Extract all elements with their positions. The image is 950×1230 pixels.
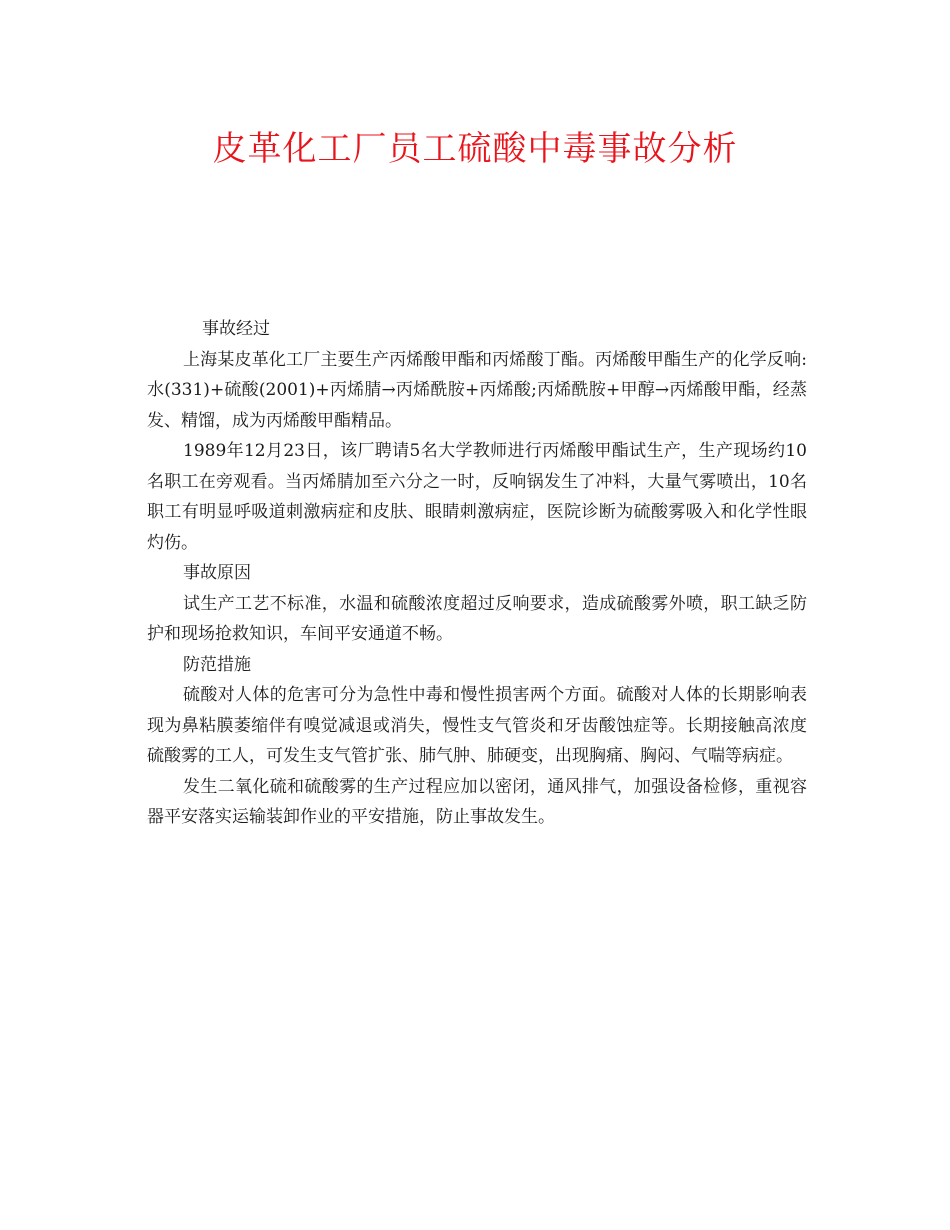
document-body: [147, 314, 807, 833]
paragraph-incident-details: 1989年12月23日，该厂聘请5名大学教师进行丙烯酸甲酯试生产，生产现场约10名职工在旁观看。当丙烯腈加至六分之一时，反响锅发生了冲料，大量气雾喷出，10名职工有明显呼吸道刺激病症和皮肤、眼睛刺激病症，医院诊断为硫酸雾吸入和化学性眼灼伤。: [147, 441, 807, 553]
paragraph-prevention-measures: 发生二氧化硫和硫酸雾的生产过程应加以密闭，通风排气，加强设备检修，重视容器平安落实运输装卸作业的平安措施，防止事故发生。: [147, 776, 807, 827]
section-heading-prevention: 防范措施: [183, 654, 251, 675]
document-title: 皮革化工厂员工硫酸中毒事故分析: [212, 129, 738, 169]
paragraph-production-reaction: 上海某皮革化工厂主要生产丙烯酸甲酯和丙烯酸丁酯。丙烯酸甲酯生产的化学反响: 水(331)+硫酸(2001)+丙烯腈→丙烯酰胺+丙烯酸;丙烯酰胺+甲醇→丙烯酸甲酯，经蒸发、精馏，成为丙烯酸甲酯精品。: [147, 349, 807, 431]
section-heading-accident-process: 事故经过: [202, 319, 270, 339]
paragraph-cause-details: 试生产工艺不标准，水温和硫酸浓度超过反响要求，造成硫酸雾外喷，职工缺乏防护和现场抢救知识，车间平安通道不畅。: [147, 593, 807, 644]
section-heading-accident-cause: 事故原因: [183, 563, 251, 583]
paragraph-health-hazards: 硫酸对人体的危害可分为急性中毒和慢性损害两个方面。硫酸对人体的长期影响表现为鼻粘膜萎缩伴有嗅觉减退或消失，慢性支气管炎和牙齿酸蚀症等。长期接触高浓度硫酸雾的工人，可发生支气管扩张、肺气肿、肺硬变，出现胸痛、胸闷、气喘等病症。: [147, 685, 807, 766]
